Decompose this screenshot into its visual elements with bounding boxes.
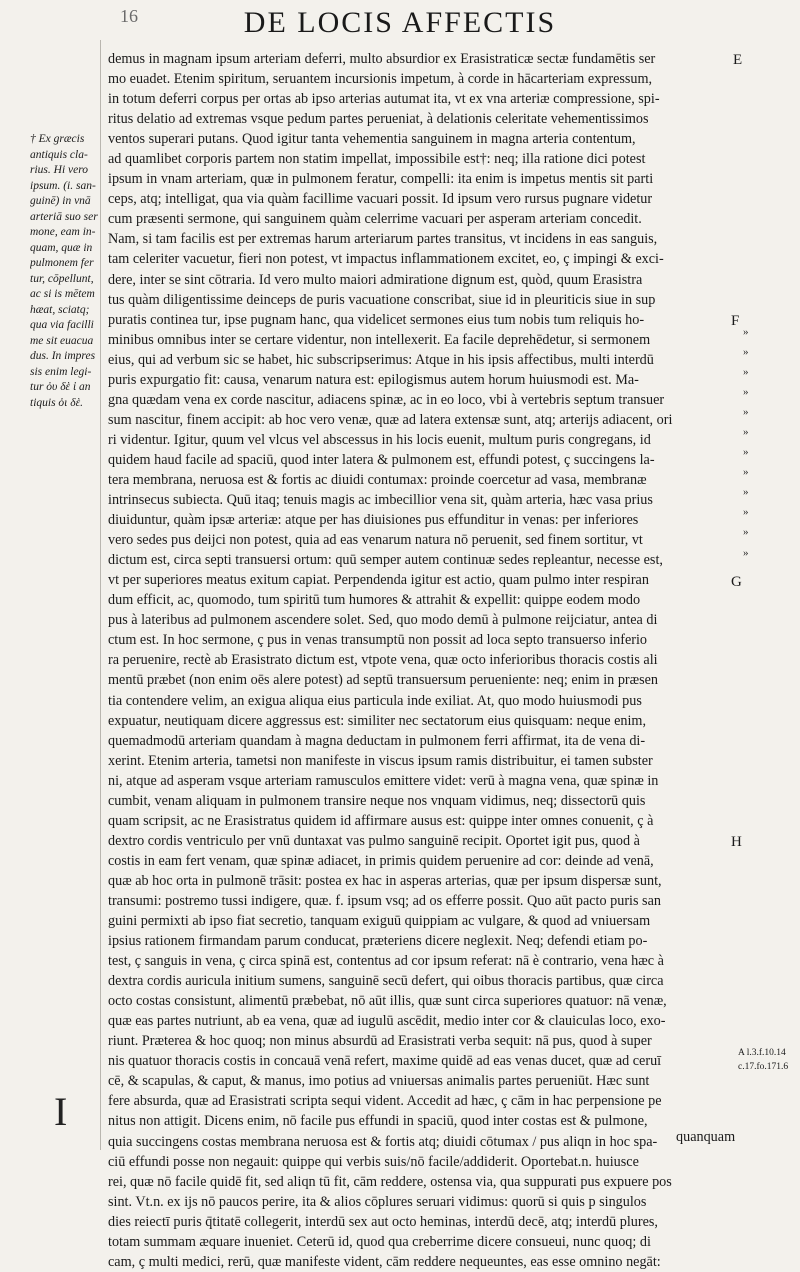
text-line: tia contendere velim, an exigua aliqua eius particula inde exiliat. At, quo modo huiusmodi pus [108, 692, 642, 709]
text-line: ni, atque ad asperam vsque arteriam ramusculos emittere videt: verū à magna vena, quæ spinæ in [108, 772, 659, 789]
quote-mark: » [743, 526, 749, 539]
text-line: nitus non attigit. Dicens enim, nō facile pus effundi in spaciū, quod inter costas est & pulmone, [108, 1113, 648, 1130]
quote-mark: » [743, 366, 749, 379]
text-line: dum efficit, ac, quomodo, tum spiritū tum humores & attrahit & expellit: quippe eodem modo [108, 592, 641, 609]
text-line: diuiduntur, quàm ipsæ arteriæ: atque per has diuisiones pus effunditur in venas: per inferiores [108, 512, 639, 529]
quote-mark: » [743, 426, 749, 439]
margin-note-line: rius. Hi vero [30, 164, 89, 176]
text-line: eius, qui ad verbum sic se habet, hic subscripserimus: Atque in his ipsis affectibus, multi interdū [108, 351, 654, 368]
margin-note-line: sis enim legi- [30, 365, 92, 378]
margin-note-line: mone, eam in- [30, 226, 96, 238]
text-line: cē, & scapulas, & caput, & manus, imo potius ad vniuersas animalis partes perueniūt. Hæc sunt [108, 1073, 650, 1090]
text-line: octo costas consistunt, alimentū præbebat, nō aūt illis, quæ sunt circa superiores quatuor: nā venæ, [108, 993, 667, 1010]
margin-note-line: guinē) in vnā [30, 195, 91, 207]
quote-mark: » [743, 326, 749, 338]
margin-note-line: ipsum. (i. san- [30, 179, 96, 192]
text-line: rei, quæ nō facile quidē fit, sed aliqn tū fit, cām reddere, ostensa via, qua suppurati pus expuere pos [108, 1173, 672, 1190]
text-line: quemadmodū arteriam quandam à magna deductam in pulmonem ferri affirmat, ita de vena di- [108, 732, 646, 749]
quote-mark: » [743, 446, 749, 459]
quote-mark: » [743, 506, 749, 519]
reference-note-line: A l.3.f.10.14 [738, 1048, 786, 1058]
text-line: quidem haud facile ad spaciū, quod inter latera & pulmonem est, effundi potest, ç succingens la- [108, 451, 655, 468]
section-letter-f: F [731, 313, 740, 329]
text-line: tus quàm diligentissime deinceps de puris vacuatione conscribat, siue id in pleuriticis siue in sup [108, 291, 656, 308]
text-line: tam celeriter vacuetur, fieri non potest, vt impactus inflammationem excitet, eo, ç impingi & exci- [108, 251, 664, 268]
quote-mark: » [743, 546, 749, 559]
text-line: demus in magnam ipsum arteriam deferri, multo absurdior ex Erasistraticæ sectæ fundamētis ser [108, 51, 656, 67]
quote-mark: » [743, 466, 749, 479]
text-line: quæ ab hoc orta in pulmonē trāsit: postea ex hac in asperas arterias, quæ per ipsum dispersæ sunt, [108, 872, 662, 889]
section-letter-g: G [731, 574, 742, 590]
text-line: ipsum in vnam arteriam, quæ in pulmonem feratur, compelli: ita enim is impetus mentis sit parti [108, 171, 654, 188]
section-letter-h: H [731, 834, 742, 850]
margin-note-line: me sit euacua [30, 334, 94, 347]
text-line: transumi: postremo tussi indigere, quæ. f. ipsum vsq; ad os efferre possit. Quo aūt pacto puris san [108, 892, 661, 909]
page-number: 16 [120, 6, 138, 26]
quote-mark: » [743, 386, 749, 399]
text-line: dictum est, circa septi transuersi ortum: quū semper autem continuæ sedes repleantur, necesse est, [108, 552, 663, 569]
text-line: cum præsenti sermone, qui sanguinem quàm celerrime vacuari per asperam arteriam concedit. [108, 211, 642, 228]
text-line: ventos superari putans. Quod igitur tanta vehementia sanguinem in magna arteria contentum, [108, 131, 636, 148]
margin-note-line: antiquis cla- [30, 148, 88, 161]
text-line: ra peruenire, rectè ab Erasistrato dictum est, vtpote vena, quæ octo inferioribus thoracis costis ali [108, 652, 658, 669]
text-line: minibus omnibus inter se certare videntur, non intellexerit. Ea facile deprehēdetur, si sermonem [108, 331, 651, 348]
text-line: mo euadet. Etenim spiritum, seruantem incursionis impetum, à corde in hācarteriam expressum, [108, 71, 653, 88]
reference-note [738, 1046, 798, 1074]
catchword: quanquam [676, 1129, 736, 1145]
text-line: puris expurgatio fit: causa, venarum natura est: epilogismus autem horum huiusmodi est. Ma- [108, 371, 639, 388]
margin-note-line: † Ex græcis [30, 133, 85, 145]
section-letter-e: E [733, 52, 743, 68]
text-line: ad quamlibet corporis partem non statim impellat, impossibile est†: neq; illa ratione dici potest [108, 151, 646, 168]
text-line: costis in eam fert venam, quæ spinæ adiacet, in primis quidem peruenire ad cor: deinde ad venā, [108, 852, 654, 869]
margin-rule [100, 40, 101, 1150]
text-line: guini permixti ab ipso fiat secretio, tanquam exiguū quippiam ac vulgare, & quod ad vniuersam [108, 913, 651, 930]
text-line: fere absurda, quæ ad Erasistrati scripta sequi vident. Accedit ad hæc, ç cām in hac perpensione pe [108, 1093, 662, 1110]
text-line: cumbit, venam aliquam in pulmonem transire neque nos vnquam vidimus, neq; dissectorū quis [108, 792, 646, 809]
margin-note-line: arteriā suo ser [30, 210, 98, 223]
quote-mark: » [743, 346, 749, 359]
handwritten-mark: I [54, 1089, 68, 1134]
text-line: dextro cordis ventriculo per vnū duntaxat vas pulmo sanguinē recipit. Oportet igit pus, quod à [108, 832, 640, 849]
text-line: dies reiectī puris q̄titatē collegerit, interdū sex aut octo heminas, interdū decē, atq; interdū plures, [108, 1213, 658, 1230]
text-line: vero sedes pus deijci non potest, quia ad eas venarum natura nō peruenit, sed finem sortitur, vt [108, 532, 643, 549]
text-line: vt per superiores meatus exitum capiat. Perpendenda igitur est actio, quam pulmo inter respiran [108, 572, 649, 589]
margin-note-line: hæat, sciatq; [30, 303, 90, 316]
margin-note-line: tur, cōpellunt, [30, 272, 94, 285]
text-line: expuatur, neutiquam dicere aggressus est: similiter nec sectatorum eius quisquam: neque enim, [108, 712, 647, 729]
text-line: in totum deferri corpus per ortas ab ipso arterias autumat ita, vt ex vna arteriæ compressione, spi- [108, 91, 660, 108]
text-line: sum nascitur, finem accipit: ab hoc vero venæ, quæ ad latera extensæ sunt, atq; arterijs adiacent, ori [108, 411, 673, 428]
margin-note-gloss [30, 132, 98, 411]
text-line: ceps, atq; intelligat, qua via quàm facillime vacuari possit. Id ipsum vero rursus pugnare videtur [108, 191, 653, 208]
text-line: gna quædam vena ex corde nascitur, adiacens spinæ, ac in eo loco, vbi à vertebris septum transuer [108, 391, 665, 408]
text-line: test, ç sanguis in vena, ç circa spinā est, contentus ad cor ipsum referat: nā è contrario, vena hæc à [108, 953, 664, 970]
text-line: ctum est. In hoc sermone, ç pus in venas transumptū non possit ad loca septo transuerso inferio [108, 632, 648, 649]
text-line: ciū effundi posse non negauit: quippe qui verbis suis/nō facile/addiderit. Oportebat.n. huiusce [108, 1153, 639, 1170]
text-line: cam, ç multi medici, rerū, quæ manifeste vident, cām reddere nequeuntes, eas esse omnino negāt: [108, 1253, 661, 1270]
margin-note-line: quam, quæ in [30, 241, 93, 254]
margin-note-line: tiquis ὁι δὲ. [30, 396, 84, 409]
text-line: quam scripsit, ac ne Erasistratus quidem id affirmare ausus est: quippe inter omnes conuenit, ç à [108, 812, 654, 829]
margin-note-line: ac si is mētem [30, 288, 95, 300]
text-line: ri videntur. Igitur, quum vel vlcus vel abscessus in his locis euenit, multum puris congregans, id [108, 431, 651, 448]
text-line: quia succingens costas membrana neruosa est & fortis atq; diuidi cōtumax / pus aliqn in hoc spa- [108, 1133, 658, 1150]
text-line: nis quatuor thoracis costis in concauā venā refert, maxime quidē ad eas venas ducet, quæ ad ceruī [108, 1053, 662, 1070]
reference-note-line: c.17.fo.171.6 [738, 1062, 789, 1072]
text-line: puratis continea tur, ipse pugnam hanc, qua videlicet sermones eius tum nobis tum reliquis ho- [108, 311, 645, 328]
text-line: ipsius rationem firmandam parum conducat, præteriens dicere neglexit. Neq; defendi etiam po- [108, 933, 648, 950]
margin-note-line: pulmonem fer [30, 257, 94, 269]
text-line: sint. Vt.n. ex ijs nō paucos perire, ita & alios cōplures seruari vidimus: quorū si quis p singulos [108, 1193, 647, 1210]
running-head: DE LOCIS AFFECTIS [243, 6, 557, 39]
margin-note-line: tur ὀυ δὲ ἱ an [30, 381, 91, 393]
text-line: pus à lateribus ad pulmonem ascendere solet. Sed, quo modo demū à pulmone reijciatur, antea di [108, 612, 658, 629]
text-line: intrinsecus subiecta. Quū itaq; tenuis magis ac imbecillior vena sit, quàm arteria, hæc vasa prius [108, 492, 653, 509]
text-line: totam summam æquare inueniet. Ceterū id, quod qua creberrime dicere consueui, nunc quoq; di [108, 1233, 651, 1250]
text-line: quæ eas partes nutriunt, ab ea vena, quæ ad iugulū ascēdit, medio inter cor & clauiculas loco, exo- [108, 1013, 666, 1030]
quotation-marks [743, 322, 761, 563]
text-line: mentū præbet (non enim oēs alere potest) ad septū transuersum perueniente: neq; enim in præsen [108, 672, 659, 689]
margin-note-line: dus. In impres [30, 350, 96, 362]
text-line: xerint. Etenim arteria, tametsi non manifeste in viscus ipsum ramis distribuitur, ei tamen subster [108, 752, 653, 769]
text-line: dextra cordis auricula initium sumens, sanguinē secū defert, qui oibus thoracis partibus, quæ circa [108, 973, 664, 990]
text-line: dere, inter se sint cōtraria. Id vero multo maiori admiratione dignum est, quòd, quum Erasistra [108, 271, 643, 288]
margin-note-line: qua via facilli [30, 319, 94, 331]
text-line: Nam, si tam facilis est per extremas harum arteriarum partes transitus, vt incidens in eas sanguis, [108, 231, 658, 248]
text-line: riunt. Præterea & hoc quoq; non minus absurdū ad Erasistrati verba sequit: nā pus, quod à super [108, 1033, 652, 1050]
text-line: tera membrana, neruosa est & fortis ac diuidi contumax: proinde coercetur ad vasa, membranæ [108, 471, 647, 488]
quote-mark: » [743, 406, 749, 419]
text-line: ritus delatio ad extremas vsque pedum partes perueniat, à delationis celeritate vehementissimos [108, 111, 649, 128]
quote-mark: » [743, 486, 749, 499]
